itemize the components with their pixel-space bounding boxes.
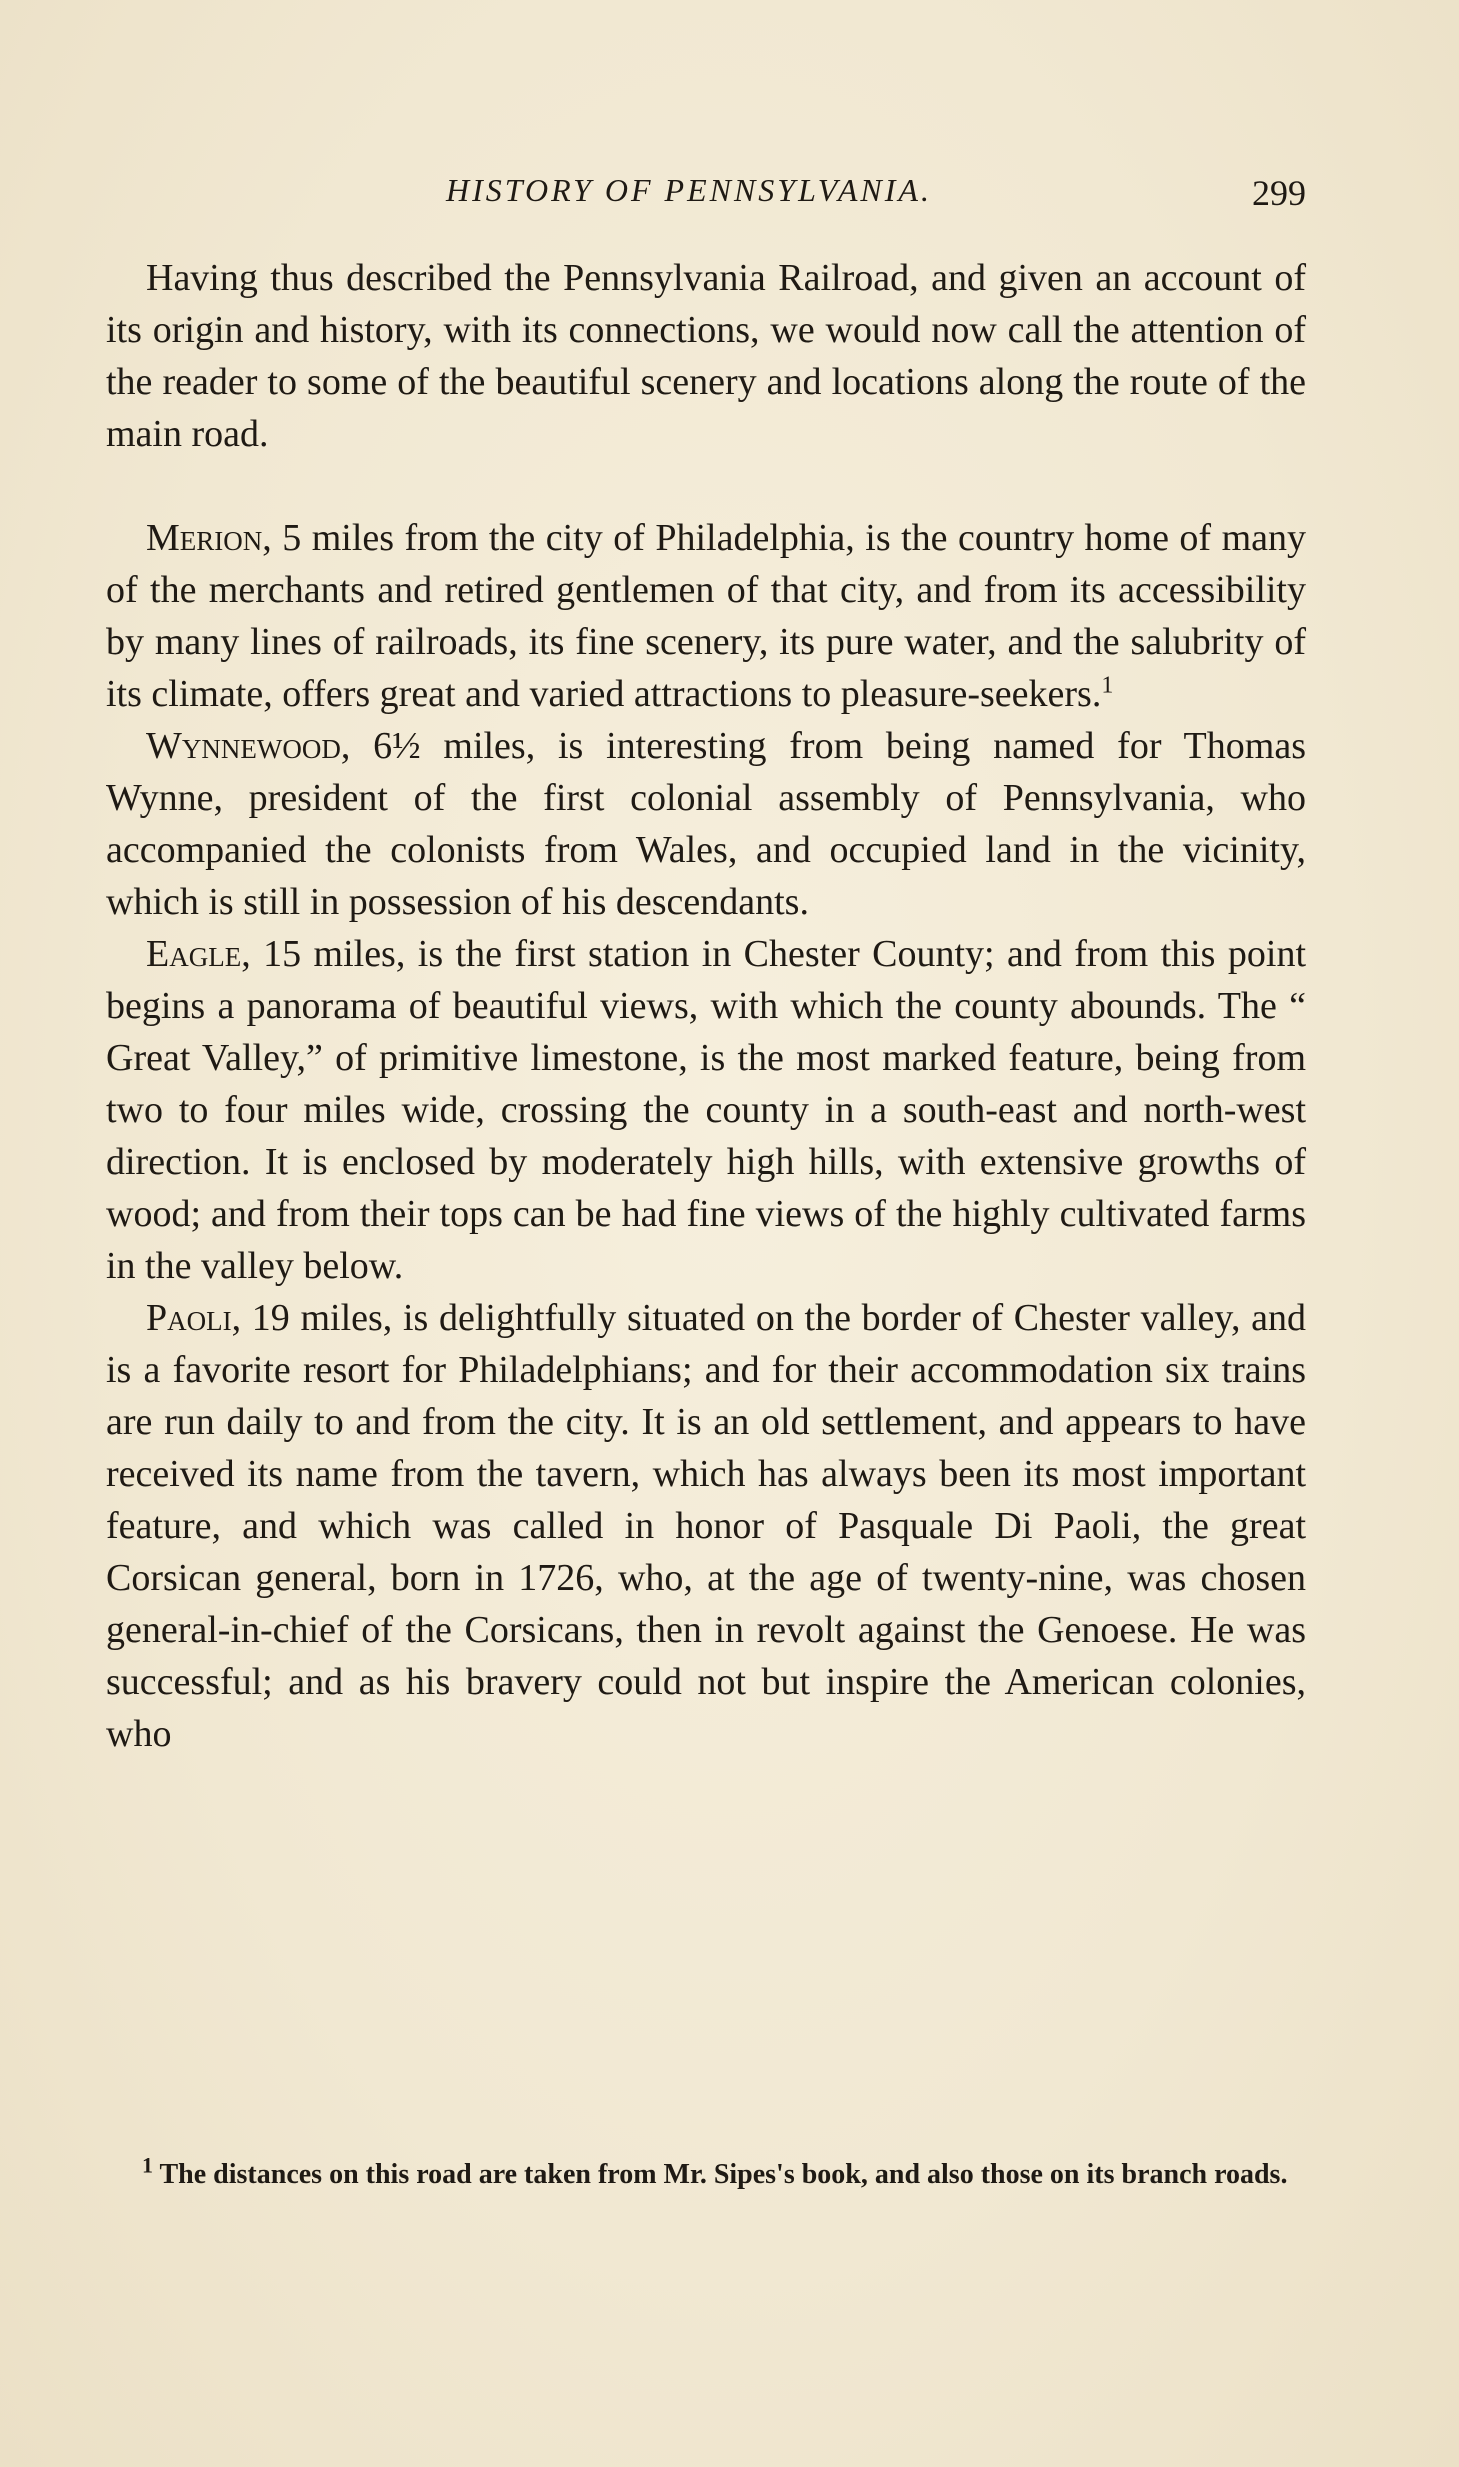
running-title: HISTORY OF PENNSYLVANIA. [446, 172, 932, 208]
paragraph-text: , 5 miles from the city of Philadelphia, is the country home of many of the merchants and retired gentlemen of that city, and from its accessibility by many lines of railroads, its fine scenery, its pure water, and the salubrity of its climate, offers great and varied attractions to pleasure-seekers. [106, 517, 1306, 715]
page-number: 299 [1252, 173, 1306, 213]
paragraph-text: Having thus described the Pennsylvania Railroad, and given an account of its origin and history, with its connections, we would now call the attention of the reader to some of the beautiful scenery and locations along the route of the main road. [106, 257, 1306, 455]
paragraph-merion [106, 512, 1306, 720]
paragraph-text: , 19 miles, is delightfully situated on the border of Chester valley, and is a favorite resort for Philadelphians; and for their accommodation six trains are run daily to and from the city. It is an old settlement, and appears to have received its name from the tavern, which has always been its most important feature, and which was called in honor of Pasquale Di Paoli, the great Corsican general, born in 1726, who, at the age of twenty-nine, was chosen general-in-chief of the Corsicans, then in revolt against the Genoese. He was successful; and as his bravery could not but inspire the American colonies, who [106, 1297, 1306, 1755]
footnote-area [106, 2154, 1306, 2196]
footnote-marker: 1 [142, 2152, 153, 2178]
paragraph-text: , 15 miles, is the first station in Chester County; and from this point begins a panorama of beautiful views, with which the county abounds. The “ Great Valley,” of primitive limestone, is the most marked feature, being from two to four miles wide, crossing the county in a south-east and north-west direction. It is enclosed by moderately high hills, with extensive growths of wood; and from their tops can be had fine views of the highly cultivated farms in the valley below. [106, 933, 1306, 1287]
paragraph-eagle [106, 928, 1306, 1292]
body-text [106, 252, 1306, 1760]
place-name: Paoli [146, 1297, 232, 1339]
paragraph-text: , 6½ miles, is interesting from being named for Thomas Wynne, president of the first colonial assembly of Pennsylvania, who accompanied the colonists from Wales, and occupied land in the vicinity, which is still in possession of his descendants. [106, 725, 1306, 923]
place-name: Eagle [146, 933, 242, 975]
page-header [106, 172, 1306, 222]
paragraph-wynnewood [106, 720, 1306, 928]
place-name: Merion [146, 517, 263, 559]
paragraph-paoli [106, 1292, 1306, 1760]
place-name: Wynnewood [146, 725, 341, 767]
footnote-text: The distances on this road are taken from Mr. Sipes's book, and also those on its branch roads. [159, 2159, 1288, 2190]
footnote-reference: 1 [1101, 672, 1114, 699]
paragraph-intro [106, 252, 1306, 460]
footnote [106, 2154, 1306, 2196]
